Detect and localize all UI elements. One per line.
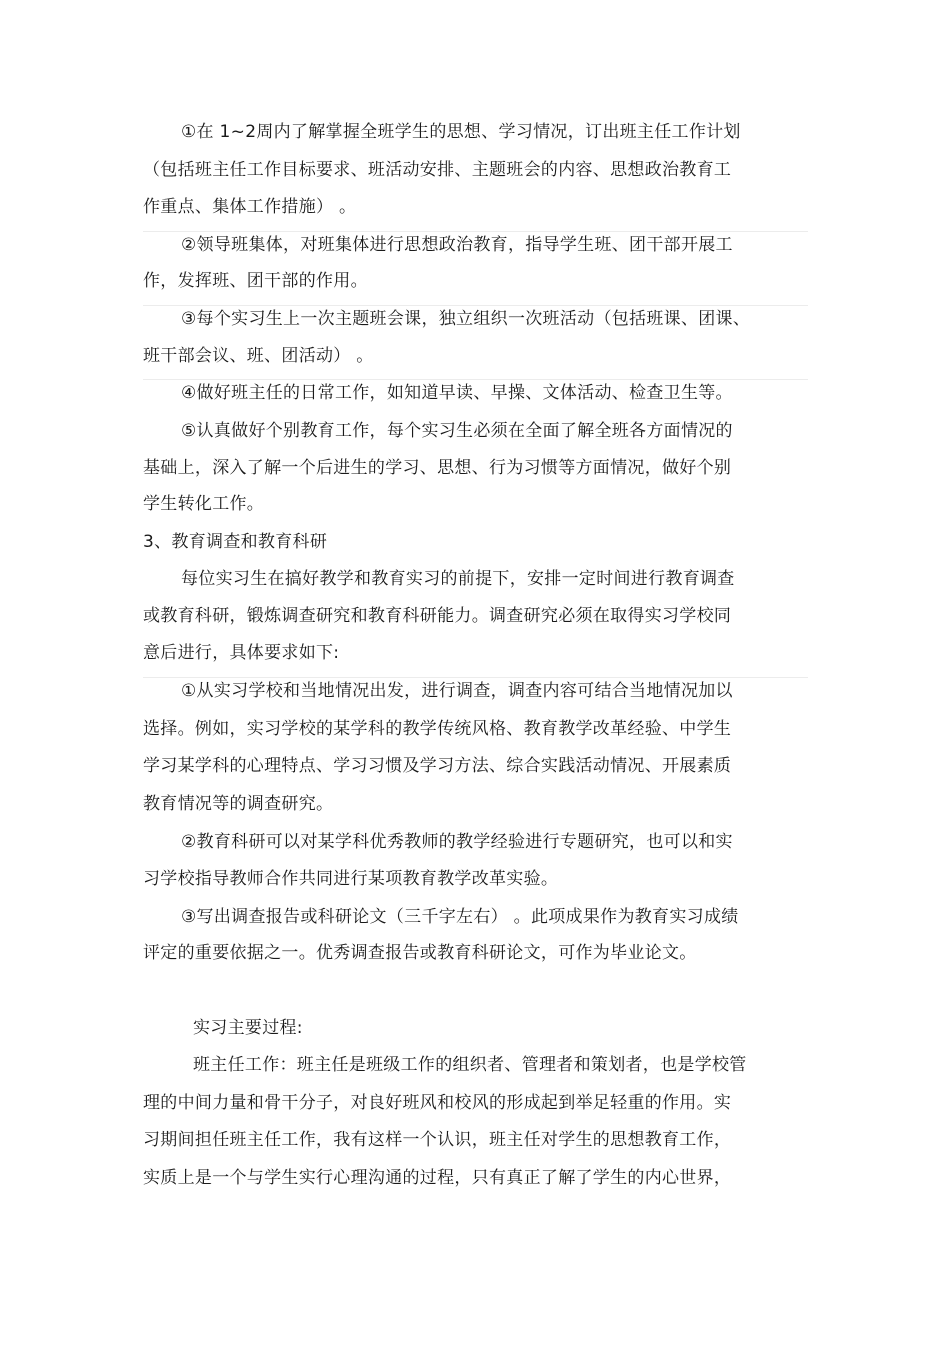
separator-line (143, 677, 808, 678)
separator-line (143, 305, 808, 306)
text-line: ②教育科研可以对某学科优秀教师的教学经验进行专题研究，也可以和实 (181, 832, 733, 852)
text-line: ④做好班主任的日常工作，如知道早读、早操、文体活动、检查卫生等。 (181, 383, 733, 403)
text-line: ③写出调查报告或科研论文（三千字左右） 。此项成果作为教育实习成绩 (181, 907, 739, 927)
text-line: 基础上，深入了解一个后进生的学习、思想、行为习惯等方面情况，做好个别 (143, 458, 732, 478)
text-line: 实质上是一个与学生实行心理沟通的过程，只有真正了解了学生的内心世界， (143, 1168, 732, 1188)
text-line: （包括班主任工作目标要求、班活动安排、主题班会的内容、思想政治教育工 (143, 160, 732, 180)
separator-line (143, 231, 808, 232)
text-line: ③每个实习生上一次主题班会课，独立组织一次班活动（包括班课、团课、 (181, 309, 751, 329)
text-line: 理的中间力量和骨干分子，对良好班风和校风的形成起到举足轻重的作用。实 (143, 1093, 732, 1113)
text-line: 习期间担任班主任工作，我有这样一个认识，班主任对学生的思想教育工作， (143, 1130, 732, 1150)
section-heading: 实习主要过程: (193, 1018, 303, 1038)
text-line: 或教育科研，锻炼调查研究和教育科研能力。调查研究必须在取得实习学校同 (143, 606, 732, 626)
text-line: ②领导班集体，对班集体进行思想政治教育，指导学生班、团干部开展工 (181, 235, 733, 255)
text-line: 教育情况等的调查研究。 (143, 794, 334, 814)
text-line: 学习某学科的心理特点、学习习惯及学习方法、综合实践活动情况、开展素质 (143, 756, 732, 776)
text-line: ⑤认真做好个别教育工作，每个实习生必须在全面了解全班各方面情况的 (181, 421, 733, 441)
text-line: 班主任工作：班主任是班级工作的组织者、管理者和策划者，也是学校管 (193, 1055, 747, 1075)
text-line: ①在 1~2周内了解掌握全班学生的思想、学习情况，订出班主任工作计划 (181, 122, 741, 142)
text-line: 习学校指导教师合作共同进行某项教育教学改革实验。 (143, 869, 559, 889)
text-line: 作，发挥班、团干部的作用。 (143, 271, 368, 291)
text-line: 评定的重要依据之一。优秀调查报告或教育科研论文，可作为毕业论文。 (143, 943, 697, 963)
text-line: 学生转化工作。 (143, 494, 265, 514)
text-line: 班干部会议、班、团活动） 。 (143, 346, 374, 366)
text-line: 作重点、集体工作措施） 。 (143, 197, 357, 217)
separator-line (143, 379, 808, 380)
text-line: 选择。例如，实习学校的某学科的教学传统风格、教育教学改革经验、中学生 (143, 719, 732, 739)
text-line: 意后进行，具体要求如下: (143, 643, 340, 663)
text-line: 每位实习生在搞好教学和教育实习的前提下，安排一定时间进行教育调查 (181, 569, 735, 589)
text-line: ①从实习学校和当地情况出发，进行调查，调查内容可结合当地情况加以 (181, 681, 733, 701)
section-heading: 3、教育调查和教育科研 (143, 532, 328, 552)
